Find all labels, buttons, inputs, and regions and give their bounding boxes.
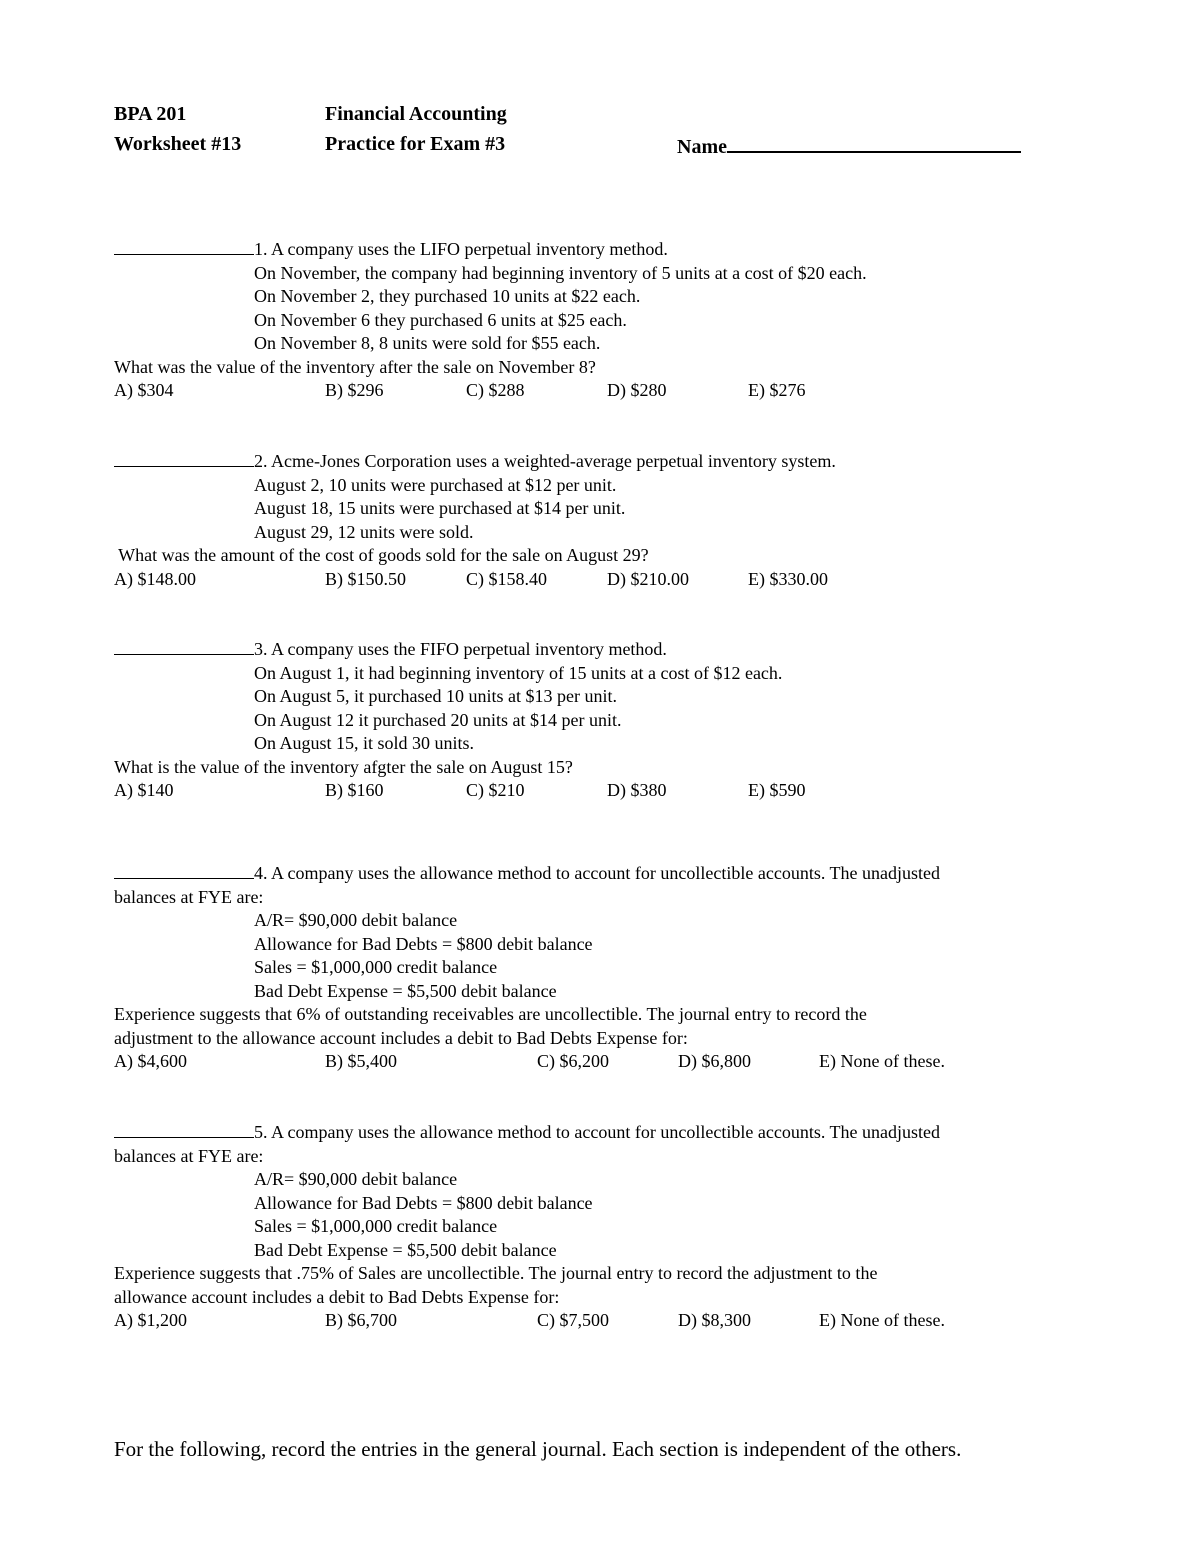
choice-c: C) $158.40 xyxy=(466,568,547,589)
answer-blank[interactable] xyxy=(114,450,254,467)
question-stem: 2. Acme-Jones Corporation uses a weighted-average perpetual inventory system. xyxy=(114,450,1104,474)
answer-choices xyxy=(114,779,1104,803)
question-stem-continued: balances at FYE are: xyxy=(114,886,264,907)
question-prompt-continued: allowance account includes a debit to Bad Debts Expense for: xyxy=(114,1286,560,1307)
question-detail: On November 8, 8 units were sold for $55 each. xyxy=(254,333,601,353)
course-title: Financial Accounting xyxy=(325,103,507,125)
answer-choices xyxy=(114,1050,1104,1074)
question-stem-continued: balances at FYE are: xyxy=(114,1145,264,1166)
question-stem: 1. A company uses the LIFO perpetual inventory method. xyxy=(114,238,1104,262)
question-prompt-continued: adjustment to the allowance account includes a debit to Bad Debts Expense for: xyxy=(114,1027,688,1048)
choice-b: B) $6,700 xyxy=(325,1310,397,1330)
question-detail: On August 5, it purchased 10 units at $13 per unit. xyxy=(254,686,617,706)
question-detail: On November 2, they purchased 10 units at $22 each. xyxy=(254,286,641,306)
question-detail: Sales = $1,000,000 credit balance xyxy=(254,1216,498,1236)
choice-e: E) $330.00 xyxy=(748,568,828,589)
answer-choices xyxy=(114,1309,1104,1333)
choice-b: B) $5,400 xyxy=(325,1051,397,1071)
question-detail: On November, the company had beginning inventory of 5 units at a cost of $20 each. xyxy=(254,262,867,283)
choice-d: D) $8,300 xyxy=(678,1310,751,1330)
name-blank-line[interactable] xyxy=(727,132,1021,153)
choice-a: A) $4,600 xyxy=(114,1051,187,1071)
name-field[interactable] xyxy=(677,132,1021,159)
choice-e: E) $276 xyxy=(748,380,806,400)
choice-e: E) None of these. xyxy=(819,1310,945,1330)
question-detail: Sales = $1,000,000 credit balance xyxy=(254,957,498,977)
question-detail: A/R= $90,000 debit balance xyxy=(254,1169,458,1189)
choice-b: B) $160 xyxy=(325,780,384,800)
choice-c: C) $288 xyxy=(466,380,525,400)
answer-choices xyxy=(114,568,1104,592)
name-label: Name xyxy=(677,136,727,158)
choice-c: C) $7,500 xyxy=(537,1310,609,1330)
question-5 xyxy=(114,1121,1104,1333)
answer-blank[interactable] xyxy=(114,238,254,255)
answer-blank[interactable] xyxy=(114,862,254,879)
question-detail: Allowance for Bad Debts = $800 debit balance xyxy=(254,933,593,954)
answer-choices xyxy=(114,379,1104,403)
journal-instructions: For the following, record the entries in the general journal. Each section is independent of the others. xyxy=(114,1437,962,1461)
question-prompt: What was the amount of the cost of goods sold for the sale on August 29? xyxy=(114,545,649,565)
course-code: BPA 201 xyxy=(114,103,187,125)
question-prompt: Experience suggests that .75% of Sales are uncollectible. The journal entry to record the adjustment to the xyxy=(114,1263,878,1283)
question-prompt: What is the value of the inventory afgter the sale on August 15? xyxy=(114,756,573,777)
choice-e: E) None of these. xyxy=(819,1051,945,1071)
question-detail: August 29, 12 units were sold. xyxy=(254,521,474,542)
choice-e: E) $590 xyxy=(748,780,806,800)
choice-b: B) $296 xyxy=(325,380,384,400)
answer-blank[interactable] xyxy=(114,1121,254,1138)
worksheet-number: Worksheet #13 xyxy=(114,133,242,155)
choice-a: A) $140 xyxy=(114,780,174,800)
question-1 xyxy=(114,238,1104,403)
question-prompt: Experience suggests that 6% of outstanding receivables are uncollectible. The journal entry to record the xyxy=(114,1004,867,1024)
question-stem: 5. A company uses the allowance method to account for uncollectible accounts. The unadjusted xyxy=(114,1121,1104,1145)
choice-d: D) $380 xyxy=(607,780,667,800)
question-3 xyxy=(114,638,1104,803)
choice-a: A) $148.00 xyxy=(114,568,196,589)
question-4 xyxy=(114,862,1104,1074)
question-detail: On August 12 it purchased 20 units at $14 per unit. xyxy=(254,709,622,730)
choice-d: D) $210.00 xyxy=(607,568,689,589)
question-detail: August 2, 10 units were purchased at $12 per unit. xyxy=(254,474,617,495)
question-detail: Bad Debt Expense = $5,500 debit balance xyxy=(254,980,557,1001)
question-detail: On November 6 they purchased 6 units at $25 each. xyxy=(254,309,627,330)
question-prompt: What was the value of the inventory after the sale on November 8? xyxy=(114,356,596,377)
worksheet-title: Practice for Exam #3 xyxy=(325,133,506,155)
choice-c: C) $6,200 xyxy=(537,1051,609,1071)
question-detail: Bad Debt Expense = $5,500 debit balance xyxy=(254,1239,557,1260)
question-detail: On August 1, it had beginning inventory of 15 units at a cost of $12 each. xyxy=(254,662,783,683)
choice-a: A) $1,200 xyxy=(114,1310,187,1330)
choice-d: D) $280 xyxy=(607,380,667,400)
question-stem: 3. A company uses the FIFO perpetual inventory method. xyxy=(114,638,1104,662)
question-detail: On August 15, it sold 30 units. xyxy=(254,733,475,753)
question-stem: 4. A company uses the allowance method to account for uncollectible accounts. The unadjusted xyxy=(114,862,1104,886)
question-2 xyxy=(114,450,1104,591)
choice-a: A) $304 xyxy=(114,380,174,400)
answer-blank[interactable] xyxy=(114,638,254,655)
choice-b: B) $150.50 xyxy=(325,568,406,589)
choice-d: D) $6,800 xyxy=(678,1051,751,1071)
question-detail: August 18, 15 units were purchased at $14 per unit. xyxy=(254,498,626,518)
question-detail: Allowance for Bad Debts = $800 debit balance xyxy=(254,1192,593,1213)
choice-c: C) $210 xyxy=(466,780,525,800)
question-detail: A/R= $90,000 debit balance xyxy=(254,910,458,930)
